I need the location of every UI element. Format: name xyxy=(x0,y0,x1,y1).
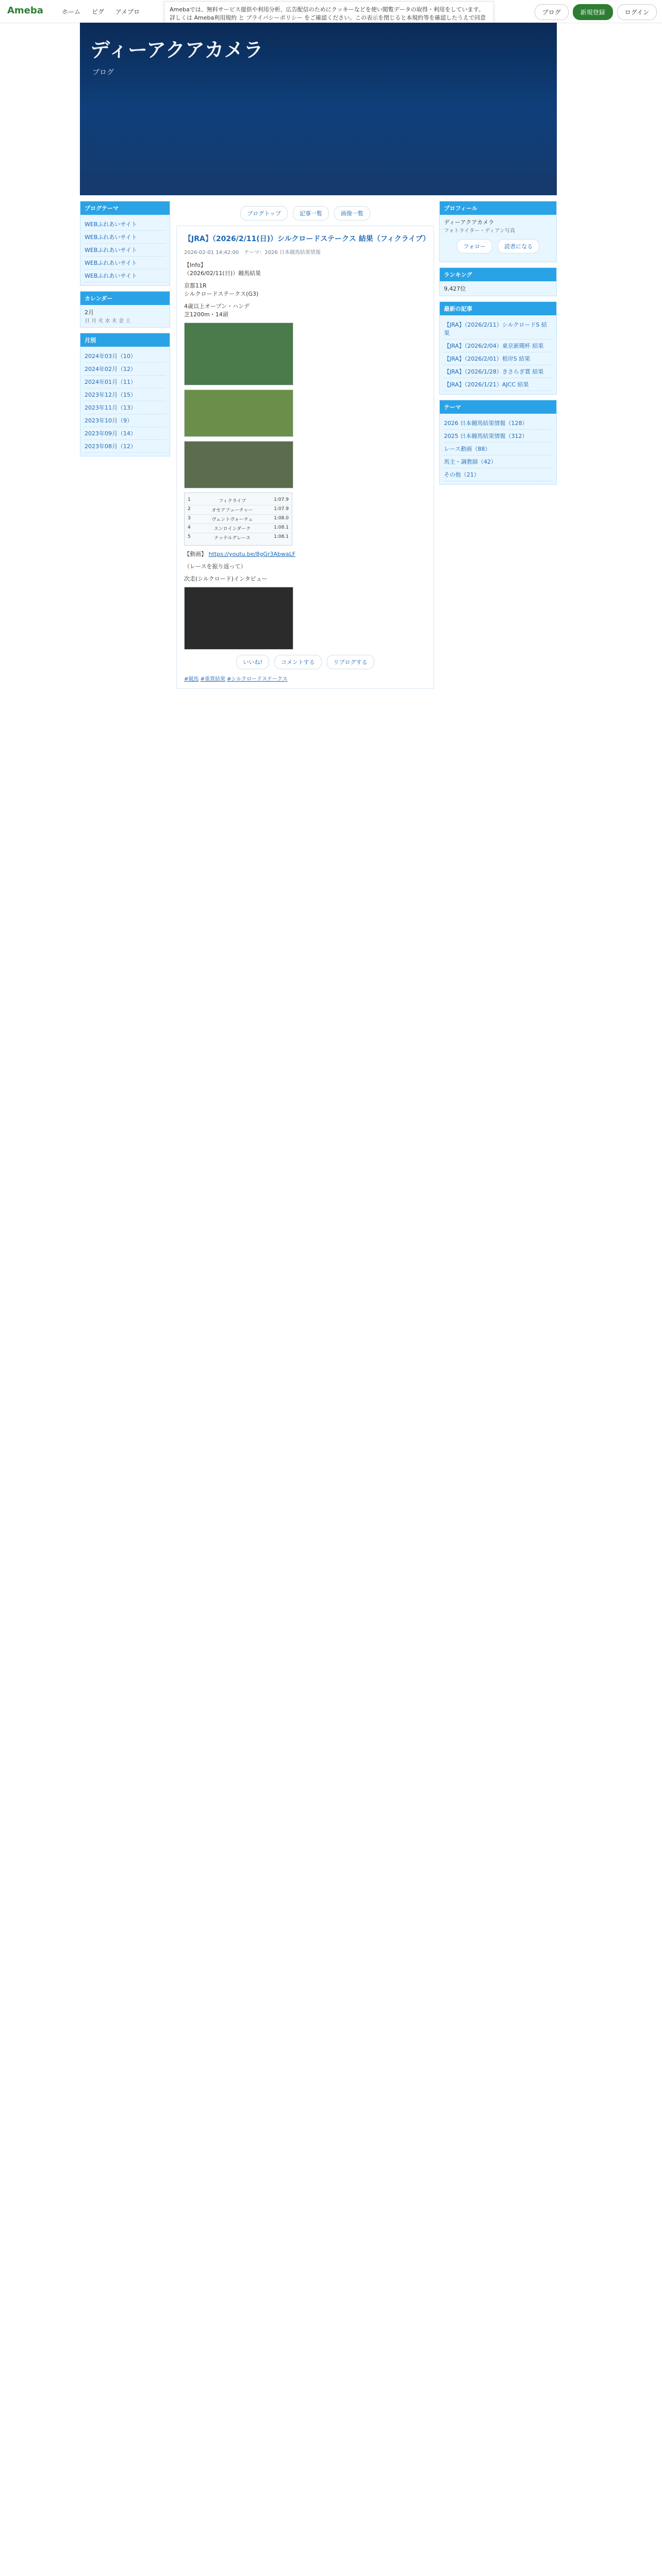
latest-posts-title: 最新の記事 xyxy=(440,302,556,315)
profile-panel xyxy=(439,201,557,262)
latest-post-item[interactable]: 【JRA】（2026/1/21）AJCC 結果 xyxy=(444,378,552,391)
right-theme-item[interactable]: レース動画（88） xyxy=(444,443,552,455)
ranking-title: ランキング xyxy=(440,268,556,281)
profile-description: フォトライター・ディアン写真 xyxy=(444,228,515,234)
ameba-logo[interactable]: Ameba xyxy=(7,5,43,16)
hashtag[interactable]: #シルクロードステークス xyxy=(227,676,288,682)
latest-post-item[interactable]: 【JRA】（2026/2/04）東京新聞杯 結果 xyxy=(444,340,552,352)
results-row xyxy=(188,496,289,505)
ranking-panel xyxy=(439,267,557,296)
video-link[interactable]: https://youtu.be/8gGr3AbwaLF xyxy=(208,551,296,557)
latest-post-item[interactable]: 【JRA】（2026/2/11）シルクロードS 結果 xyxy=(444,318,552,340)
archive-item[interactable]: 2023年11月（13） xyxy=(85,401,166,414)
ranking-value: 9,427位 xyxy=(444,285,466,292)
right-theme-item[interactable]: 馬主・調教師（42） xyxy=(444,455,552,468)
results-pos: 2 xyxy=(188,506,191,512)
results-horse: オセアフューチャー xyxy=(211,508,253,513)
right-theme-item[interactable]: 2026 日本競馬結果情報（128） xyxy=(444,417,552,430)
results-time: 1:07.9 xyxy=(274,506,289,512)
calendar-grid: 日 月 火 水 木 金 土 xyxy=(85,318,131,324)
post-title[interactable]: 【JRA】（2026/2/11(日)）シルクロードステークス 結果（フィクライブ） xyxy=(184,235,430,243)
calendar-title: カレンダー xyxy=(80,292,170,305)
like-button[interactable]: いいね! xyxy=(236,655,269,669)
results-time: 1:08.0 xyxy=(274,516,289,521)
post-image[interactable] xyxy=(184,323,293,385)
profile-title: プロフィール xyxy=(440,201,556,215)
video-label: 【動画】 xyxy=(184,551,207,557)
top-nav-links xyxy=(62,7,149,16)
follow-button[interactable]: フォロー xyxy=(457,239,492,253)
post-action-toolbar xyxy=(184,655,426,669)
results-horse: ナッテルグレース xyxy=(214,536,251,541)
left-theme-item[interactable]: WEBふれあいサイト xyxy=(85,257,166,269)
archive-item[interactable]: 2024年02月（12） xyxy=(85,363,166,376)
results-horse: フィクライブ xyxy=(219,499,246,504)
login-button[interactable]: ログイン xyxy=(617,4,657,20)
left-sidebar xyxy=(80,201,170,462)
right-theme-panel xyxy=(439,400,557,485)
post-section-text: （2026/02/11(日)）競馬結果 xyxy=(184,270,261,277)
results-row xyxy=(188,515,289,524)
main-top-toolbar xyxy=(176,206,434,221)
blog-title[interactable]: ディーアクアカメラ xyxy=(90,39,263,61)
results-horse: ヴェントヴォーチェ xyxy=(211,517,253,522)
profile-actions xyxy=(444,239,552,253)
left-theme-list xyxy=(85,218,166,282)
post-section-text: シルクロードステークス(G3) xyxy=(184,291,259,297)
right-theme-item[interactable]: 2025 日本競馬結果情報（312） xyxy=(444,430,552,443)
post-hashtags xyxy=(184,674,426,682)
nav-home[interactable]: ホーム xyxy=(62,8,81,15)
left-theme-panel xyxy=(80,201,170,286)
reblog-button[interactable]: リブログする xyxy=(327,655,374,669)
left-theme-item[interactable]: WEBふれあいサイト xyxy=(85,231,166,244)
interview-label: 次走(シルクロード)インタビュー xyxy=(184,575,268,582)
results-pos: 5 xyxy=(188,534,191,539)
post-section-label: 4歳以上オープン・ハンデ xyxy=(184,303,250,310)
post-section-text: 芝1200m・14頭 xyxy=(184,311,228,318)
left-theme-item[interactable]: WEBふれあいサイト xyxy=(85,244,166,257)
blog-header-banner xyxy=(80,23,557,195)
archive-title: 月別 xyxy=(80,333,170,347)
archive-item[interactable]: 2023年08月（12） xyxy=(85,440,166,453)
reader-button[interactable]: 読者になる xyxy=(498,239,539,253)
archive-item[interactable]: 2024年01月（11） xyxy=(85,376,166,388)
archive-panel xyxy=(80,333,170,456)
results-row xyxy=(188,524,289,533)
results-pos: 4 xyxy=(188,525,191,530)
results-time: 1:08.1 xyxy=(274,534,289,539)
cookie-notice-text: Amebaでは、無料サービス提供や利用分析、広告配信のためにクッキーなどを使い閲覧データの取得・利用をしています。詳しくは Ameba利用規約 と プライバシーポリシー をご確認ください。この表示を閉じると本規約等を確認したうえで同意 xyxy=(170,6,486,21)
post-image[interactable] xyxy=(184,441,293,488)
archive-item[interactable]: 2023年10月（9） xyxy=(85,414,166,427)
results-row xyxy=(188,505,289,515)
left-theme-item[interactable]: WEBふれあいサイト xyxy=(85,269,166,282)
latest-posts-list xyxy=(444,318,552,391)
hashtag[interactable]: #重賞結果 xyxy=(200,676,225,682)
blog-article xyxy=(176,226,434,689)
left-theme-item[interactable]: WEBふれあいサイト xyxy=(85,218,166,231)
hashtag[interactable]: #競馬 xyxy=(184,676,199,682)
archive-item[interactable]: 2023年09月（14） xyxy=(85,427,166,440)
archive-item[interactable]: 2023年12月（15） xyxy=(85,388,166,401)
archive-item[interactable]: 2024年03月（10） xyxy=(85,350,166,363)
right-sidebar xyxy=(439,201,557,490)
image-list-button[interactable]: 画像一覧 xyxy=(334,206,370,221)
signup-button[interactable]: 新規登録 xyxy=(573,4,613,20)
article-list-button[interactable]: 記事一覧 xyxy=(293,206,329,221)
results-horse: スンロインダーク xyxy=(213,527,251,532)
latest-post-item[interactable]: 【JRA】（2026/2/01）根岸S 結果 xyxy=(444,352,552,365)
nav-pigg[interactable]: ピグ xyxy=(91,8,104,15)
post-meta: 2026-02-01 14:42:00 テーマ：2026 日本競馬結果情報 xyxy=(184,250,321,256)
blog-button[interactable]: ブログ xyxy=(535,4,569,20)
results-pos: 1 xyxy=(188,497,191,502)
post-section-label: 京都11R xyxy=(184,282,207,289)
main-content xyxy=(176,201,434,689)
blog-subtitle: ブログ xyxy=(92,69,114,77)
results-time: 1:08.1 xyxy=(274,525,289,530)
right-theme-item[interactable]: その他（21） xyxy=(444,468,552,481)
profile-name[interactable]: ディーアクアカメラ xyxy=(444,219,494,226)
post-section-label: 【Info】 xyxy=(184,262,206,268)
post-section xyxy=(184,281,426,298)
calendar-month: 2月 xyxy=(85,309,94,316)
comment-button[interactable]: コメントする xyxy=(274,655,322,669)
archive-list xyxy=(85,350,166,453)
calendar-panel xyxy=(80,291,170,328)
results-time: 1:07.9 xyxy=(274,497,289,502)
video-section xyxy=(184,550,426,558)
right-theme-title: テーマ xyxy=(440,400,556,414)
nav-ameblo[interactable]: アメブロ xyxy=(115,8,140,15)
left-theme-panel-title: ブログテーマ xyxy=(80,201,170,215)
blog-top-button[interactable]: ブログトップ xyxy=(240,206,288,221)
right-theme-list xyxy=(444,417,552,481)
post-image[interactable] xyxy=(184,587,293,650)
post-section xyxy=(184,302,426,318)
latest-post-item[interactable]: 【JRA】（2026/1/28）きさらぎ賞 結果 xyxy=(444,365,552,378)
after-note: （レースを振り返って） xyxy=(184,563,246,570)
results-row xyxy=(188,533,289,542)
results-table xyxy=(184,493,292,546)
post-image[interactable] xyxy=(184,389,293,437)
latest-posts-panel xyxy=(439,301,557,395)
results-pos: 3 xyxy=(188,516,191,521)
top-right-actions xyxy=(535,4,657,20)
post-section xyxy=(184,261,426,277)
